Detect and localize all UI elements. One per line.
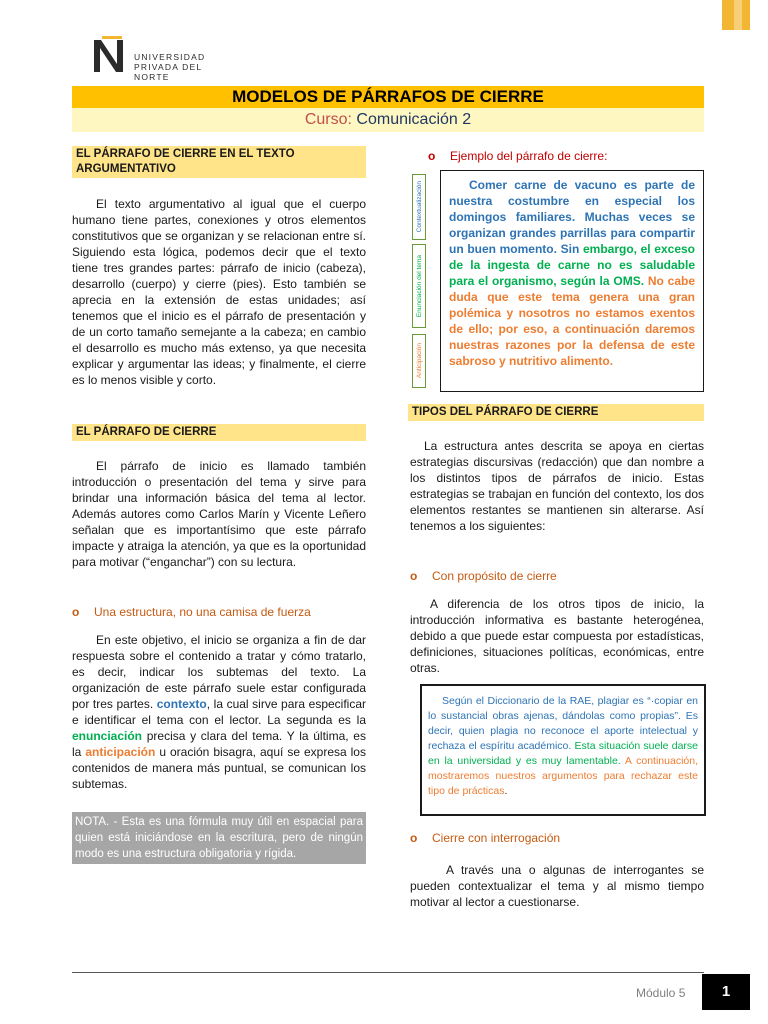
footer-divider xyxy=(72,972,704,973)
section-heading-closing: EL PÁRRAFO DE CIERRE xyxy=(72,424,366,441)
bullet-circle-icon: o xyxy=(410,831,418,845)
logo-text xyxy=(134,52,232,82)
example-anticipation-text: No cabe duda que este tema genera una gran polémica y nosotros no estamos exentos de ello; por eso, a continuación daremos nuestras razones por la defensa de este sabroso y nutritivo alimento. xyxy=(449,274,696,368)
footer-module: Módulo 5 xyxy=(636,986,686,1000)
bullet-circle-icon: o xyxy=(410,569,418,583)
logo-line-1: UNIVERSIDAD xyxy=(134,52,206,62)
paragraph-closing xyxy=(72,458,366,570)
structure-text-d: u oración bisagra, aquí se expresa los contenidos de manera más puntual, se comunican los subtemas. xyxy=(72,745,366,791)
bullet-circle-icon: o xyxy=(72,605,80,619)
term-anticipacion: anticipación xyxy=(85,745,156,759)
paragraph-types-text: La estructura antes descrita se apoya en ciertas estrategias discursivas (redacción) que dan nombre a los distintos tipos de párrafos de inicio. Estas estrategias se trabajan en función del contexto, los dos elementos restantes se mantienen sin alterarse. Así tenemos a los siguientes: xyxy=(410,439,704,533)
university-logo xyxy=(92,26,232,82)
bullet-purpose-text: Con propósito de cierre xyxy=(432,569,557,583)
example-context-text: Comer carne de vacuno es parte de nuestra costumbre en especial los domingos familiares. Muchas veces se organizan grandes parrillas para compartir un buen momento. Sin xyxy=(449,178,695,256)
section-heading-argumentative: EL PÁRRAFO DE CIERRE EN EL TEXTO ARGUMENTATIVO xyxy=(72,146,366,178)
page-number: 1 xyxy=(702,974,750,1010)
course-label: Curso: xyxy=(304,111,352,128)
structure-text-b: , la cual sirve para especificar e identificar el tema con el lector. La segunda es la xyxy=(72,697,366,727)
bullet-example xyxy=(428,148,607,164)
bullet-interrogation-text: Cierre con interrogación xyxy=(432,831,561,845)
top-accent-strip-highlight xyxy=(734,0,742,30)
paragraph-interrogation xyxy=(410,862,704,910)
paragraph-purpose xyxy=(410,596,704,676)
bullet-interrogation xyxy=(410,830,560,846)
paragraph-argumentative-text: El texto argumentativo al igual que el cuerpo humano tiene partes, conexiones y otros elementos constitutivos que se organizan y se relacionan entre sí. Siguiendo esta lógica, podemos decir que el texto tiene tres grandes partes: párrafo de inicio (cabeza), desarrollo (cuerpo) y cierre (pies). Esto también se aprecia en la extensión de estas unidades; así tenemos que el inicio es el párrafo de presentación y de un corto tamaño semejante a la cabeza; en cambio el desarrollo es mucho más extenso, ya que necesita explicar y argumentar las ideas; y finalmente, el cierre es lo menos visible y corto. xyxy=(72,197,366,387)
bullet-circle-icon: o xyxy=(428,149,436,163)
logo-line-2: PRIVADA DEL NORTE xyxy=(134,62,202,82)
rae-example-box xyxy=(420,684,706,816)
paragraph-closing-text: El párrafo de inicio es llamado también introducción o presentación del tema y sirve para brindar una información básica del tema al lector. Además autores como Carlos Marín y Vicente Leñero señalan que es importantísimo que este párrafo impacte y atraiga la atención, ya que es la oportunidad para motivar (“enganchar”) con su lectura. xyxy=(72,459,366,569)
paragraph-structure xyxy=(72,632,366,792)
paragraph-interrogation-text: A través una o algunas de interrogantes se pueden contextualizar el tema y al mismo tiempo motivar al lector a cuestionarse. xyxy=(410,863,704,909)
label-enunciacion xyxy=(412,244,426,328)
label-anticipacion xyxy=(412,334,426,388)
bullet-purpose xyxy=(410,568,557,584)
bullet-structure xyxy=(72,604,311,620)
structure-text-a: En este objetivo, el inicio se organiza a fin de dar respuesta sobre el contenido a tratar y cómo tratarlo, es decir, indicar los subtemas del texto. La organización de este párrafo suele estar configurada por tres partes. xyxy=(72,633,366,711)
upn-logo-icon xyxy=(92,34,128,74)
course-value: Comunicación 2 xyxy=(356,111,472,128)
rae-blue-text: Según el Diccionario de la RAE, plagiar es “·copiar en lo sustancial obras ajenas, dándolas como propias”. Es decir, quien plagia no reconoce el aporte intelectual y rechaza el espíritu académico. xyxy=(428,695,698,752)
rae-orange-text: A continuación, mostraremos nuestros argumentos para rechazar este tipo de prácticas xyxy=(428,755,699,797)
course-subtitle xyxy=(72,108,704,132)
rae-green-text: Esta situación suele darse en la universidad y es muy lamentable. xyxy=(428,740,698,767)
bullet-structure-text: Una estructura, no una camisa de fuerza xyxy=(94,605,311,619)
term-contexto: contexto xyxy=(156,697,207,711)
rae-example-text xyxy=(428,694,698,799)
page-title: MODELOS DE PÁRRAFOS DE CIERRE xyxy=(72,86,704,108)
paragraph-types xyxy=(410,438,704,534)
note-box: NOTA. - Esta es una fórmula muy útil en espacial para quien está iniciándose en la escritura, pero de ningún modo es una estructura obligatoria y rígida. xyxy=(72,812,366,864)
label-contextualizacion xyxy=(412,174,426,240)
paragraph-purpose-text: A diferencia de los otros tipos de inicio, la introducción informativa es bastante heterogénea, debido a que puede estar compuesta por estadísticas, definiciones, situaciones políticas, económicas, entre otras. xyxy=(410,597,704,675)
structure-text-c: precisa y clara del tema. Y la última, es la xyxy=(72,729,366,759)
example-box xyxy=(440,170,704,392)
label-anticipacion-text: Anticipación xyxy=(415,343,423,379)
example-heading: Ejemplo del párrafo de cierre: xyxy=(450,149,608,163)
term-enunciacion: enunciación xyxy=(72,729,143,743)
rae-end-text: . xyxy=(504,785,508,797)
example-enunciation-text: embargo, el exceso de la ingesta de carne no es saludable para el organismo, según la OMS. xyxy=(449,242,696,288)
label-enunciacion-text: Enunciación del tema xyxy=(415,254,423,318)
paragraph-argumentative xyxy=(72,196,366,388)
label-contextualizacion-text: Contextualización xyxy=(415,181,423,233)
section-heading-types: TIPOS DEL PÁRRAFO DE CIERRE xyxy=(408,404,704,421)
